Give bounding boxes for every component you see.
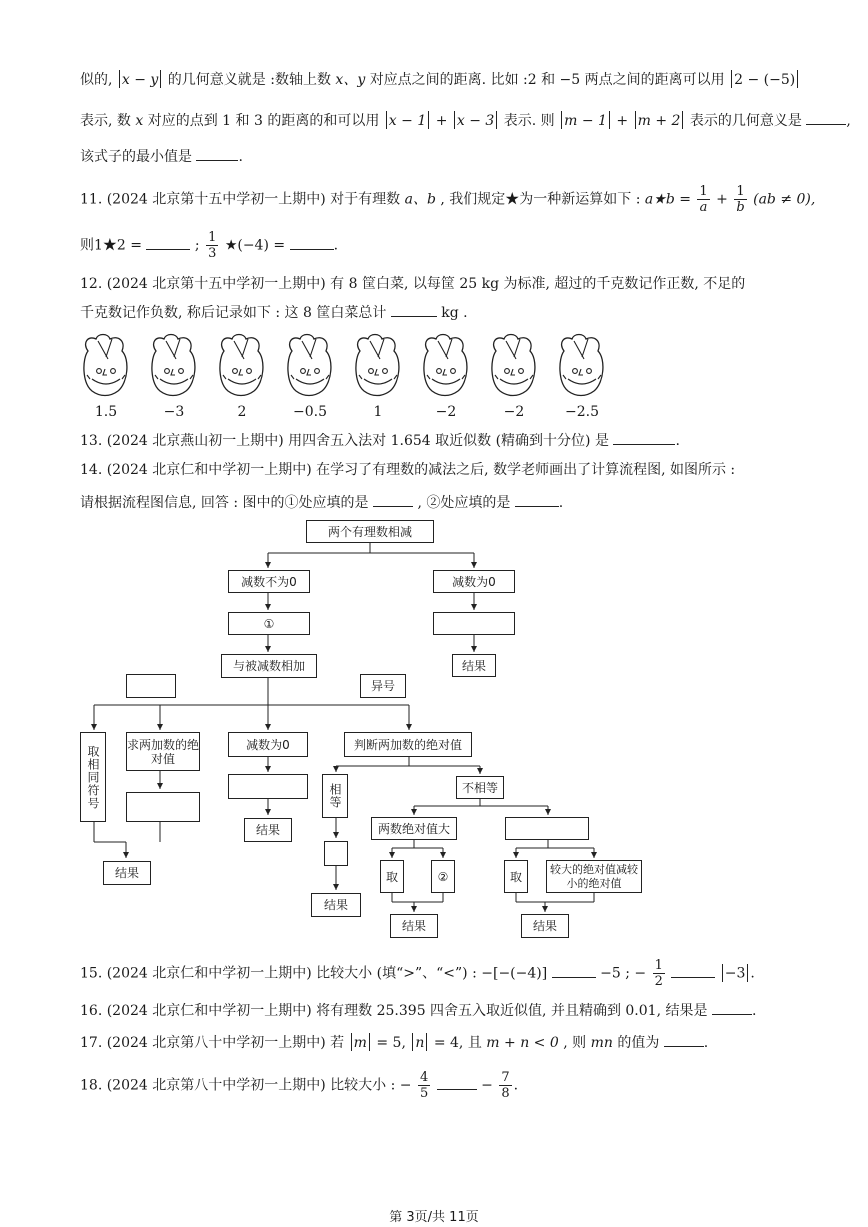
weight-label: −2 bbox=[503, 404, 525, 420]
text: 17. (2024 北京第八十中学初一上期中) 若 bbox=[80, 1035, 345, 1051]
q17-line bbox=[80, 1032, 708, 1053]
flow-blank-left bbox=[126, 674, 176, 698]
fraction: $\frac{1}{3}$ bbox=[208, 230, 217, 261]
flow-circle2-box: ② bbox=[431, 860, 455, 893]
punct: . bbox=[750, 965, 755, 982]
punct: . bbox=[675, 433, 680, 449]
answer-blank[interactable] bbox=[671, 963, 715, 978]
text: , ②处应填的是 bbox=[417, 495, 511, 511]
text: 似的, bbox=[80, 72, 113, 88]
flow-blank-right2 bbox=[505, 817, 589, 840]
q15-line bbox=[80, 958, 755, 989]
flow-judge-abs: 判断两加数的绝对值 bbox=[344, 732, 472, 757]
var: m bbox=[353, 1035, 367, 1051]
flow-take-box2: 取 bbox=[504, 860, 528, 893]
flow-add-box: 与被减数相加 bbox=[221, 654, 317, 678]
flow-blank-right bbox=[433, 612, 515, 635]
var: n bbox=[415, 1035, 425, 1051]
answer-blank[interactable] bbox=[437, 1075, 477, 1090]
abs-expr: x − 1 bbox=[388, 113, 427, 129]
weight-label: −0.5 bbox=[293, 404, 327, 420]
flow-blank-small bbox=[324, 841, 348, 866]
text: , 我们规定★为一种新运算如下 : bbox=[440, 191, 641, 208]
punct: . bbox=[513, 1077, 519, 1094]
flow-top-box: 两个有理数相减 bbox=[306, 520, 434, 543]
punct: . bbox=[558, 495, 564, 511]
weight-label: −3 bbox=[163, 404, 185, 420]
page-footer: 第 3页/共 11页 bbox=[389, 1210, 479, 1225]
abs-expr: x − 3 bbox=[456, 113, 495, 129]
flow-divisor-zero: 减数为0 bbox=[433, 570, 515, 593]
flow-take-sign: 取相同符号 bbox=[80, 732, 106, 822]
text: 表示的几何意义是 bbox=[689, 113, 802, 129]
text: 对应的点到 1 和 3 的距离的和可以用 bbox=[147, 113, 380, 129]
weight-label: −2 bbox=[435, 404, 457, 420]
flow-diff-sign: 异号 bbox=[360, 674, 406, 698]
flow-divisor-nonzero: 减数不为0 bbox=[228, 570, 310, 593]
weight-label: −2.5 bbox=[565, 404, 599, 420]
abs-expr: −3 bbox=[724, 965, 746, 982]
flow-result-mid: 结果 bbox=[244, 818, 292, 842]
answer-blank[interactable] bbox=[712, 1000, 752, 1015]
fraction: $\frac{7}{8}$ bbox=[501, 1070, 510, 1101]
abs-expr: m + 2 bbox=[637, 113, 681, 129]
var: x bbox=[135, 113, 144, 129]
expr: a★b = bbox=[644, 191, 691, 208]
punct: . bbox=[333, 237, 339, 254]
punct: . bbox=[238, 149, 243, 165]
var: x、y bbox=[335, 72, 366, 88]
punct: ; bbox=[194, 237, 200, 254]
text: ★(−4) = bbox=[224, 237, 286, 254]
weight-label: 2 bbox=[237, 404, 247, 420]
flow-result-left: 结果 bbox=[103, 861, 151, 885]
punct: , bbox=[846, 113, 851, 129]
flow-result-right: 结果 bbox=[452, 654, 496, 677]
text: 的几何意义就是 :数轴上数 bbox=[167, 72, 331, 88]
text: 则1★2 = bbox=[80, 237, 142, 254]
punct: . bbox=[751, 1003, 757, 1019]
text: = 5, bbox=[376, 1035, 406, 1051]
text: 请根据流程图信息, 回答 : 图中的①处应填的是 bbox=[80, 495, 369, 511]
var: a、b bbox=[404, 191, 436, 208]
flow-circle1-box: ① bbox=[228, 612, 310, 635]
flow-not-equal: 不相等 bbox=[456, 776, 504, 799]
flow-equal: 相等 bbox=[322, 774, 348, 818]
answer-blank[interactable] bbox=[664, 1032, 704, 1047]
q12-line1: 12. (2024 北京第十五中学初一上期中) 有 8 筐白菜, 以每筐 25 kg 为标准, 超过的千克数记作正数, 不足的 bbox=[80, 276, 746, 292]
text: 13. (2024 北京燕山初一上期中) 用四舍五入法对 1.654 取近似数 (精确到十分位) 是 bbox=[80, 433, 609, 449]
var: mn bbox=[590, 1035, 613, 1051]
q14-line1: 14. (2024 北京仁和中学初一上期中) 在学习了有理数的减法之后, 数学老师画出了计算流程图, 如图所示 : bbox=[80, 462, 736, 478]
flow-result-equal: 结果 bbox=[311, 893, 361, 917]
text: kg . bbox=[441, 305, 468, 321]
fraction: $\frac{1}{a}$ bbox=[699, 184, 708, 215]
flow-subtract-abs: 较大的绝对值减较小的绝对值 bbox=[546, 860, 642, 893]
text: 18. (2024 北京第八十中学初一上期中) 比较大小 : − bbox=[80, 1077, 412, 1094]
text: 11. (2024 北京第十五中学初一上期中) 对于有理数 bbox=[80, 191, 401, 208]
flow-result-b: 结果 bbox=[521, 914, 569, 938]
punct: . bbox=[703, 1035, 709, 1051]
text: = 4, 且 bbox=[433, 1035, 482, 1051]
flow-divisor-zero2: 减数为0 bbox=[228, 732, 308, 757]
weight-label: 1.5 bbox=[94, 404, 118, 420]
flow-sum-abs: 求两加数的绝对值 bbox=[126, 732, 200, 771]
plus: + bbox=[716, 191, 728, 208]
weight-label: 1 bbox=[373, 404, 383, 420]
flow-result-a: 结果 bbox=[390, 914, 438, 938]
text: + bbox=[435, 113, 448, 129]
text: −5 ; − bbox=[600, 965, 647, 982]
text: + bbox=[616, 113, 629, 129]
text: , 则 bbox=[563, 1035, 587, 1051]
fraction: $\frac{1}{2}$ bbox=[654, 958, 663, 989]
expr: (ab ≠ 0), bbox=[753, 191, 816, 208]
text: 的值为 bbox=[617, 1035, 660, 1051]
text: 15. (2024 北京仁和中学初一上期中) 比较大小 (填“>”、“<”) : −[−(−4)] bbox=[80, 965, 548, 982]
q16-line bbox=[80, 1000, 756, 1021]
text: 该式子的最小值是 bbox=[80, 149, 192, 165]
text: 表示. 则 bbox=[503, 113, 555, 129]
text: 千克数记作负数, 称后记录如下 : 这 8 筐白菜总计 bbox=[80, 305, 387, 321]
flow-take-box: 取 bbox=[380, 860, 404, 893]
fraction: $\frac{1}{b}$ bbox=[736, 184, 745, 215]
abs-expr: m − 1 bbox=[564, 113, 607, 129]
expr: m + n < 0 bbox=[486, 1035, 559, 1051]
text: − bbox=[481, 1077, 493, 1094]
flow-blank-left2 bbox=[126, 792, 200, 822]
fraction: $\frac{4}{5}$ bbox=[419, 1070, 429, 1101]
flow-larger-abs: 两数绝对值大 bbox=[371, 817, 457, 840]
answer-blank[interactable] bbox=[552, 963, 596, 978]
q18-line bbox=[80, 1070, 518, 1101]
text: 对应点之间的距离. 比如 :2 和 −5 两点之间的距离可以用 bbox=[369, 72, 725, 88]
text: 表示, 数 bbox=[80, 113, 131, 129]
text: 16. (2024 北京仁和中学初一上期中) 将有理数 25.395 四舍五入取近似值, 并且精确到 0.01, 结果是 bbox=[80, 1003, 708, 1019]
abs-expr: x − y bbox=[121, 72, 159, 88]
flow-blank-mid bbox=[228, 774, 308, 799]
abs-expr: 2 − (−5) bbox=[734, 72, 796, 88]
